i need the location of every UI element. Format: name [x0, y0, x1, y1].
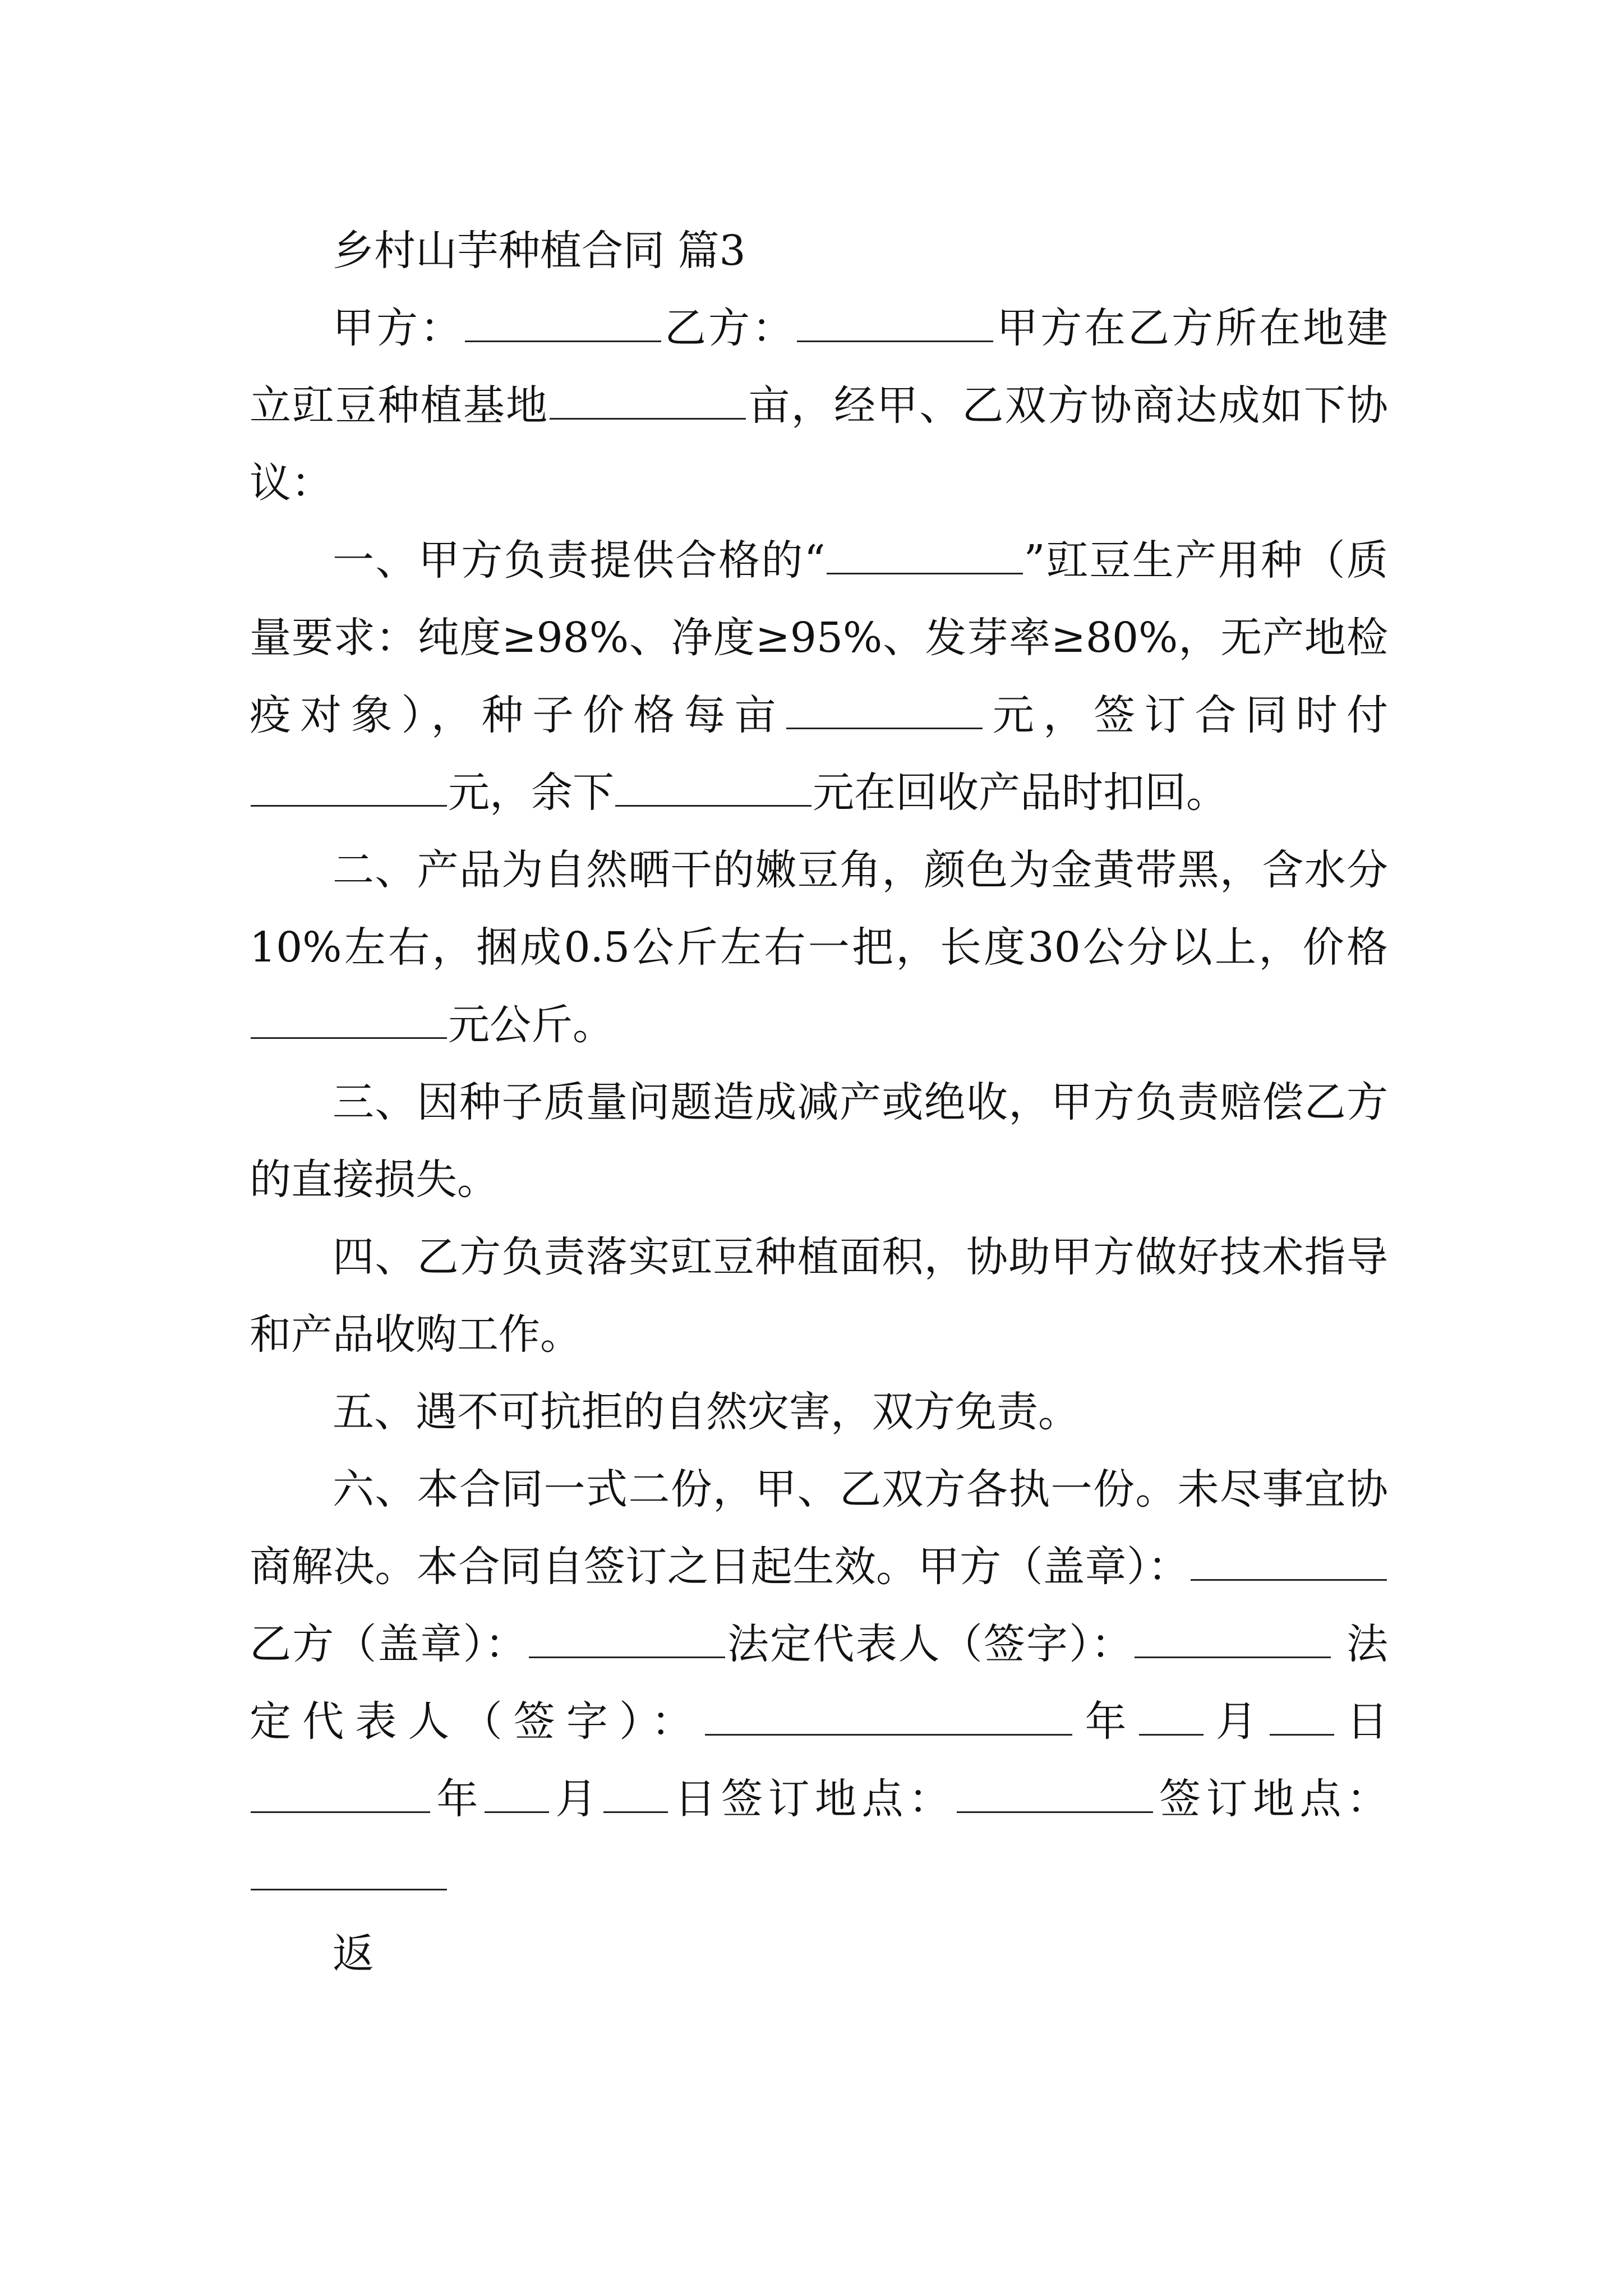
remaining-payment-blank: [615, 766, 811, 807]
month-blank-2: [485, 1772, 549, 1813]
party-b-blank: [797, 301, 993, 342]
clause-1-text-4: 元，余下: [448, 769, 614, 817]
sign-place-blank-1: [957, 1772, 1153, 1813]
clause-2-text-2: 元公斤。: [448, 1001, 614, 1049]
clause-1-text-3: 元，签订合同时付: [983, 691, 1389, 739]
product-price-blank: [251, 998, 447, 1039]
legal-rep-label-1: 法定代表人（签字）：: [726, 1620, 1134, 1668]
contract-body: [250, 212, 1388, 1993]
month-blank-1: [1139, 1695, 1204, 1736]
intro-text-2: 亩，经甲、乙双方协商达成如下协议：: [250, 381, 1389, 507]
clause-6: [250, 1451, 1388, 1915]
clause-3: 三、因种子质量问题造成减产或绝收，甲方负责赔偿乙方的直接损失。: [250, 1078, 1388, 1204]
legal-rep-blank-1: [1135, 1617, 1331, 1658]
party-b-seal-blank: [529, 1617, 725, 1658]
year-label-2: 年: [431, 1775, 483, 1823]
return-text: 返: [333, 1930, 374, 1978]
clause-4: 四、乙方负责落实豇豆种植面积，协助甲方做好技术指导和产品收购工作。: [250, 1233, 1388, 1359]
sign-place-label-1: 日签订地点：: [669, 1775, 956, 1823]
party-a-seal-blank: [1191, 1540, 1387, 1581]
month-label-2: 月: [550, 1775, 602, 1823]
clause-1: [250, 522, 1388, 831]
party-a-label: 甲方：: [333, 304, 464, 352]
seed-price-blank: [786, 688, 983, 729]
sign-place-label-2: 签订地点：: [1154, 1775, 1388, 1823]
intro-paragraph: [250, 289, 1388, 522]
year-blank-2: [251, 1772, 430, 1813]
party-b-label: 乙方：: [662, 304, 796, 352]
party-a-blank: [465, 301, 661, 342]
sign-place-blank-2: [251, 1849, 447, 1890]
clause-2: [250, 831, 1388, 1064]
clause-6-text-1: 六、本合同一式二份，甲、乙双方各执一份。未尽事宜协商解决。本合同自签订之日起生效。甲方（盖章）：: [250, 1465, 1388, 1591]
intro-text-1: 甲方在乙方所在地建立豇豆种植基地: [250, 304, 1388, 430]
legal-rep-label-2: 法定代表人（签字）：: [250, 1620, 1389, 1746]
clause-2-text-1: 二、产品为自然晒干的嫩豆角，颜色为金黄带黑，含水分10%左右，捆成0.5公斤左右一把，长度30公分以上，价格: [250, 846, 1388, 972]
party-b-seal-label: 乙方（盖章）：: [250, 1620, 528, 1668]
document-title: 乡村山芋种植合同 篇3: [333, 227, 746, 275]
area-blank: [550, 379, 746, 420]
legal-rep-blank-2: [705, 1695, 1072, 1736]
clause-5: 五、遇不可抗拒的自然灾害，双方免责。: [333, 1388, 1080, 1436]
down-payment-blank: [251, 766, 447, 807]
seed-variety-blank: [827, 533, 1023, 574]
day-blank-1: [1270, 1695, 1334, 1736]
month-label-1: 月: [1204, 1697, 1269, 1746]
clause-1-text-2: ”豇豆生产用种（质量要求：纯度≥98%、净度≥95%、发芽率≥80%，无产地检疫对象），种子价格每亩: [250, 536, 1388, 739]
clause-1-text-1: 一、甲方负责提供合格的“: [333, 536, 826, 585]
clause-1-text-5: 元在回收产品时扣回。: [813, 769, 1228, 817]
day-label-1: 日: [1335, 1697, 1389, 1746]
day-blank-2: [603, 1772, 668, 1813]
year-label-1: 年: [1073, 1697, 1138, 1746]
